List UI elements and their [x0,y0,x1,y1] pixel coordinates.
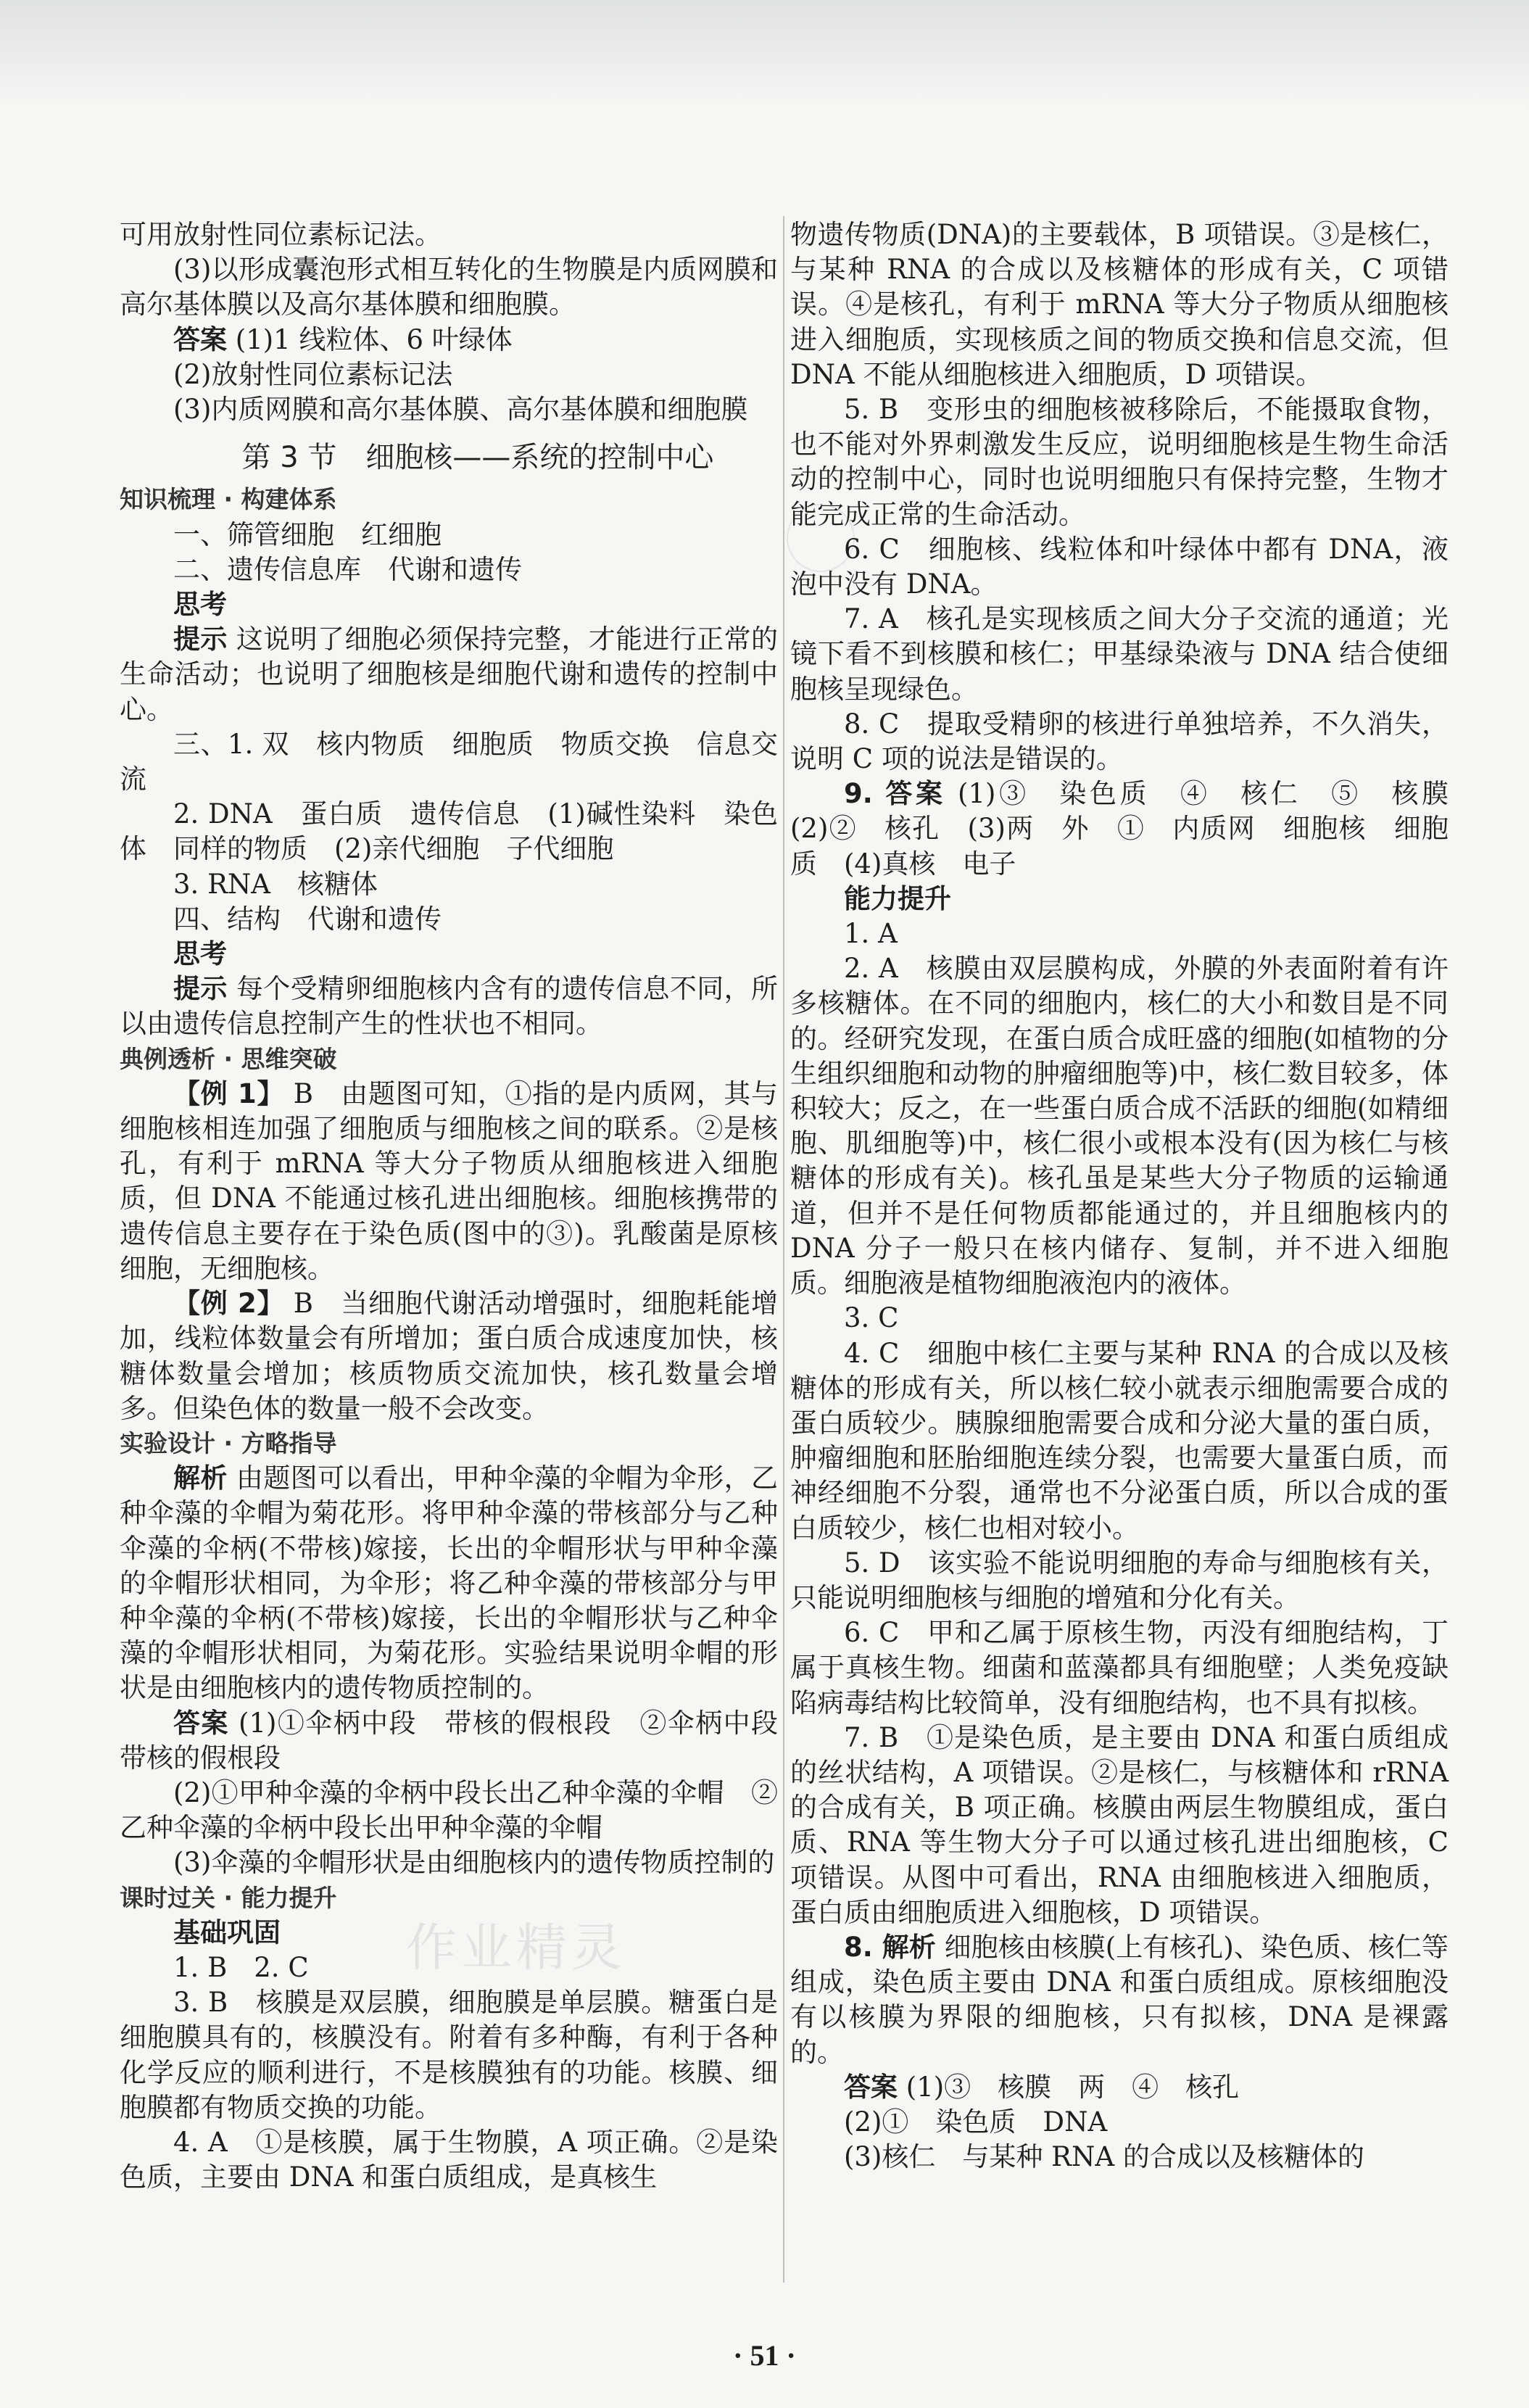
paragraph-text: (3)伞藻的伞帽形状是由细胞核内的遗传物质控制的 [173,1847,775,1879]
paragraph [790,532,1449,602]
section-title [120,440,778,475]
paragraph-text: 7. B ①是染色质，是主要由 DNA 和蛋白质组成的丝状结构，A 项错误。②是核仁，与核糖体和 rRNA 的合成有关，B 项正确。核膜由两层生物膜组成，蛋白质、RNA 等生物大分子可以通过核孔进出细胞核，C 项错误。从图中可看出，RNA 由细胞核进入细胞质，蛋白质由细胞质进入细胞核，D 项错误。 [790,1721,1449,1928]
paragraph-text: 二、遗传信息库 代谢和遗传 [173,553,522,585]
paragraph [790,882,1449,917]
column-divider [783,216,784,2283]
paragraph-text: (3)核仁 与某种 RNA 的合成以及核糖体的 [844,2141,1364,2173]
answer-label: 答案 [173,1707,229,1739]
paragraph-text: (1)③ 核膜 两 ④ 核孔 [906,2071,1240,2103]
paragraph-text: 6. C 细胞核、线粒体和叶绿体中都有 DNA，液泡中没有 DNA。 [790,533,1449,600]
answer-label: 【例 1】 [173,1077,285,1109]
paragraph-text: 物遗传物质(DNA)的主要载体，B 项错误。③是核仁，与某种 RNA 的合成以及核糖体的形成有关，C 项错误。④是核孔，有利于 mRNA 等大分子物质从细胞核进入细胞质，实现核质之间的物质交换和信息交流，但 DNA 不能从细胞核进入细胞质，D 项错误。 [790,219,1449,390]
paragraph [120,727,778,797]
paragraph-text: (3)内质网膜和高尔基体膜、高尔基体膜和细胞膜 [173,394,748,426]
paragraph-text: 四、结构 代谢和遗传 [173,903,442,935]
paragraph [120,357,778,392]
paragraph [120,553,778,587]
paragraph-text: 6. C 甲和乙属于原核生物，丙没有细胞结构，丁属于真核生物。细菌和蓝藻都具有细胞壁；人类免疫缺陷病毒结构比较简单，没有细胞结构，也不具有拟核。 [790,1617,1449,1718]
answer-label: 9. 答案 [844,778,946,810]
subsection-heading [120,1881,778,1916]
answer-label: 基础巩固 [173,1916,281,1948]
paragraph [120,937,778,972]
paragraph-text: 4. C 细胞中核仁主要与某种 RNA 的合成以及核糖体的形成有关，所以核仁较小就表示细胞需要合成的蛋白质较少。胰腺细胞需要合成和分泌大量的蛋白质，肿瘤细胞和胚胎细胞连续分裂，也需要大量蛋白质，而神经细胞不分裂，通常也不分泌蛋白质，所以合成的蛋白质较少，核仁也相对较小。 [790,1337,1449,1544]
paragraph [790,1546,1449,1615]
paragraph [120,902,778,937]
paragraph [790,1721,1449,1930]
paragraph [790,602,1449,707]
paragraph [120,323,778,357]
paragraph-text: 知识梳理 · 构建体系 [120,485,337,514]
paragraph-text: 8. C 提取受精卵的核进行单独培养，不久消失，说明 C 项的说法是错误的。 [790,708,1449,775]
paragraph [790,1336,1449,1546]
paragraph [790,218,1449,392]
paragraph-text: 5. B 变形虫的细胞核被移除后，不能摄取食物，也不能对外界刺激发生反应，说明细胞核是生物生命活动的控制中心，同时也说明细胞只有保持完整，生物才能完成正常的生命活动。 [790,394,1449,530]
paragraph-text: (1)①伞柄中段 带核的假根段 ②伞柄中段 带核的假根段 [120,1707,805,1774]
answer-label: 解析 [173,1462,228,1494]
paragraph-text: (2)放射性同位素标记法 [173,358,453,390]
paragraph-text: 5. D 该实验不能说明细胞的寿命与细胞核有关，只能说明细胞核与细胞的增殖和分化有关。 [790,1547,1449,1613]
paragraph [790,2070,1449,2105]
left-column [120,218,805,2195]
paragraph-text: (1)1 线粒体、6 叶绿体 [235,323,513,355]
paragraph-text: 可用放射性同位素标记法。 [120,219,442,250]
paragraph [120,1916,778,1950]
paragraph [790,707,1449,777]
page-number: · 51 · [733,2339,796,2372]
paragraph [120,1461,778,1705]
answer-label: 思考 [173,589,227,621]
paragraph-text: 每个受精卵细胞核内含有的遗传信息不同，所以由遗传信息控制产生的性状也不相同。 [120,973,779,1040]
paragraph [790,1615,1449,1721]
paragraph-text: 7. A 核孔是实现核质之间大分子交流的通道；光镜下看不到核膜和核仁；甲基绿染液与 DNA 结合使细胞核呈现绿色。 [790,603,1449,705]
answer-label: 8. 解析 [844,1931,936,1963]
answer-label: 答案 [844,2071,898,2103]
paragraph [120,1950,778,1985]
paragraph-text: 典例透析 · 思维突破 [120,1044,337,1073]
paragraph [790,951,1449,1301]
paragraph [790,777,1475,882]
paragraph [120,1286,778,1426]
paragraph-text: (1)③ 染色质 ④ 核仁 ⑤ 核膜 (2)② 核孔 (3)两 外 ① 内质网 细胞核 细胞质 (4)真核 电子 [790,778,1475,880]
paragraph-text: 细胞核由核膜(上有核孔)、染色质、核仁等组成，染色质主要由 DNA 和蛋白质组成。原核细胞没有以核膜为界限的细胞核，只有拟核，DNA 是裸露的。 [790,1931,1449,2068]
paragraph-text: B 由题图可知，①指的是内质网，其与细胞核相连加强了细胞质与细胞核之间的联系。②是核孔，有利于 mRNA 等大分子物质从细胞核进入细胞质，但 DNA 不能通过核孔进出细胞核。细胞核携带的遗传信息主要存在于染色质(图中的③)。乳酸菌是原核细胞，无细胞核。 [120,1077,778,1284]
paragraph [790,2105,1449,2140]
paragraph-text: B 当细胞代谢活动增强时，细胞耗能增加，线粒体数量会有所增加；蛋白质合成速度加快，核糖体数量会增加；核质物质交流加快，核孔数量会增多。但染色体的数量一般不会改变。 [120,1288,778,1424]
paragraph-text: 4. A ①是核膜，属于生物膜，A 项正确。②是染色质，主要由 DNA 和蛋白质组成，是真核生 [120,2126,778,2193]
paragraph-text: 实验设计 · 方略指导 [120,1428,337,1457]
paragraph-text: 1. B 2. C [173,1951,309,1983]
paragraph-text: 由题图可以看出，甲种伞藻的伞帽为伞形，乙种伞藻的伞帽为菊花形。将甲种伞藻的带核部分与乙种伞藻的伞柄(不带核)嫁接，长出的伞帽形状与甲种伞藻的伞帽形状相同，为伞形；将乙种伞藻的带核部分与甲种伞藻的伞柄(不带核)嫁接，长出的伞帽形状与乙种伞藻的伞帽形状相同，为菊花形。实验结果说明伞帽的形状是由细胞核内的遗传物质控制的。 [120,1462,779,1704]
paragraph [120,867,778,902]
paragraph [120,218,778,252]
paragraph-text: 这说明了细胞必须保持完整，才能进行正常的生命活动；也说明了细胞核是细胞代谢和遗传的控制中心。 [120,624,779,725]
paragraph [790,917,1449,951]
paragraph-text: 第 3 节 细胞核——系统的控制中心 [241,441,714,475]
paragraph [790,2140,1449,2175]
answer-label: 提示 [173,624,228,655]
answer-label: 能力提升 [844,882,951,914]
paragraph [120,1845,778,1880]
paragraph [120,2125,778,2195]
answer-label: 【例 2】 [173,1288,285,1320]
paragraph-text: 课时过关 · 能力提升 [120,1883,337,1912]
scan-top-shading [0,0,1529,109]
answer-label: 答案 [173,323,227,355]
paragraph [790,392,1449,532]
paragraph [790,1930,1449,2070]
paragraph [120,1985,778,2125]
paragraph-text: 三、1. 双 核内物质 细胞质 物质交换 信息交流 [120,728,778,795]
paragraph-text: (3)以形成囊泡形式相互转化的生物膜是内质网膜和高尔基体膜以及高尔基体膜和细胞膜。 [120,254,778,320]
subsection-heading [120,1042,778,1077]
paragraph [120,622,778,727]
paragraph-text: 2. A 核膜由双层膜构成，外膜的外表面附着有许多核糖体。在不同的细胞内，核仁的大小和数目是不同的。经研究发现，在蛋白质合成旺盛的细胞(如植物的分生组织细胞和动物的肿瘤细胞等)中，核仁数目较多，体积较大；反之，在一些蛋白质合成不活跃的细胞(如精细胞、肌细胞等)中，核仁很小或根本没有(因为核仁与核糖体的形成有关)。核孔虽是某些大分子物质的运输通道，但并不是任何物质都能通过的，并且细胞核内的 DNA 分子一般只在核内储存、复制，并不进入细胞质。细胞液是植物细胞液泡内的液体。 [790,953,1449,1299]
watermark: 作业精灵 [406,1918,626,1977]
paragraph [120,252,778,322]
paragraph [120,797,778,866]
paragraph-text: 一、筛管细胞 红细胞 [173,518,442,550]
paragraph-text: (2)① 染色质 DNA [844,2106,1108,2138]
paragraph [120,392,778,427]
paragraph [120,518,778,553]
paragraph-text: 3. RNA 核糖体 [173,868,378,900]
paragraph-text: (2)①甲种伞藻的伞柄中段长出乙种伞藻的伞帽 ②乙种伞藻的伞柄中段长出甲种伞藻的伞帽 [120,1776,778,1844]
paragraph-text: 3. C [844,1302,899,1334]
subsection-heading [120,482,778,517]
answer-label: 思考 [173,938,227,970]
right-column [790,218,1475,2175]
paragraph [120,1706,805,1776]
paragraph [120,972,778,1041]
paragraph-text: 3. B 核膜是双层膜，细胞膜是单层膜。糖蛋白是细胞膜具有的，核膜没有。附着有多种酶，有利于各种化学反应的顺利进行，不是核膜独有的功能。核膜、细胞膜都有物质交换的功能。 [120,1987,778,2123]
paragraph-text: 1. A [844,918,898,950]
paragraph-text: 2. DNA 蛋白质 遗传信息 (1)碱性染料 染色体 同样的物质 (2)亲代细胞 子代细胞 [120,798,778,865]
answer-label: 提示 [173,973,228,1005]
paragraph [120,1776,778,1845]
paragraph [120,1077,778,1286]
subsection-heading [120,1426,778,1461]
paragraph [790,1301,1449,1336]
paragraph [120,587,778,622]
